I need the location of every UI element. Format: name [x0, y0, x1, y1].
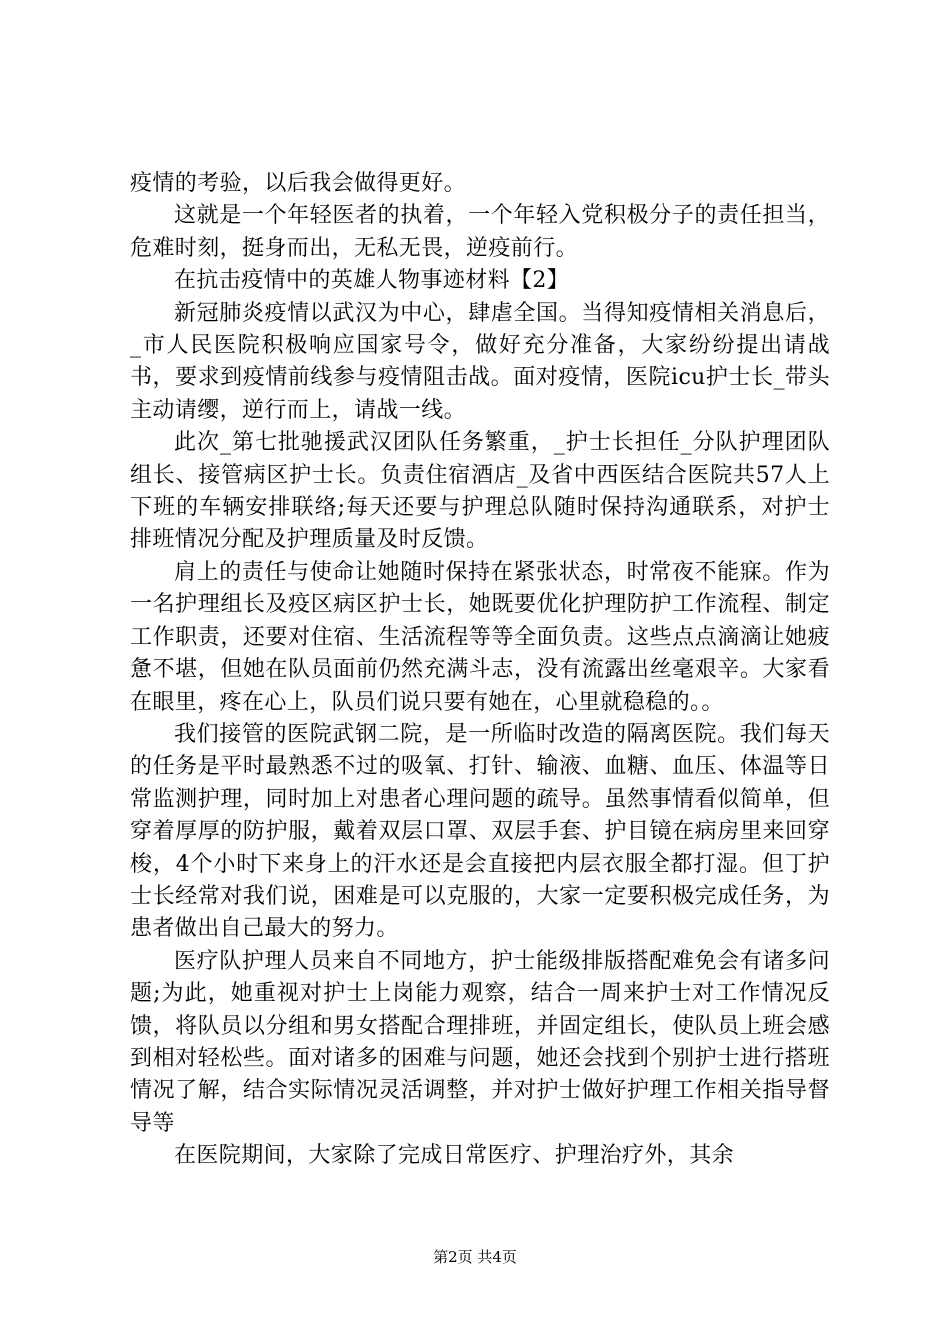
- page-footer: 第2页 共4页: [433, 1248, 517, 1266]
- paragraph: 医疗队护理人员来自不同地方，护士能级排版搭配难免会有诸多问题;为此，她重视对护士上岗能力观察，结合一周来护士对工作情况反馈，将队员以分组和男女搭配合理排班，并固定组长，使队员上班会感到相对轻松些。面对诸多的困难与问题，她还会找到个别护士进行搭班情况了解，结合实际情况灵活调整，并对护士做好护理工作相关指导督导等: [130, 948, 830, 1136]
- section-heading: 在抗击疫情中的英雄人物事迹材料【2】: [174, 268, 570, 294]
- paragraph: 此次_第七批驰援武汉团队任务繁重，_护士长担任_分队护理团队组长、接管病区护士长。负责住宿酒店_及省中西医结合医院共57人上下班的车辆安排联络;每天还要与护理总队随时保持沟通联系，对护士排班情况分配及护理质量及时反馈。: [130, 430, 830, 553]
- paragraph: 新冠肺炎疫情以武汉为中心，肆虐全国。当得知疫情相关消息后，_市人民医院积极响应国家号令，做好充分准备，大家纷纷提出请战书，要求到疫情前线参与疫情阻击战。面对疫情，医院icu护士长_带头主动请缨，逆行而上，请战一线。: [130, 300, 830, 423]
- paragraph: 在医院期间，大家除了完成日常医疗、护理治疗外，其余: [174, 1143, 735, 1169]
- paragraph: 肩上的责任与使命让她随时保持在紧张状态，时常夜不能寐。作为一名护理组长及疫区病区护士长，她既要优化护理防护工作流程、制定工作职责，还要对住宿、生活流程等等全面负责。这些点点滴滴让她疲惫不堪，但她在队员面前仍然充满斗志，没有流露出丝毫艰辛。大家看在眼里，疼在心上，队员们说只要有她在，心里就稳稳的。。: [130, 559, 830, 715]
- document-body: [130, 168, 830, 1173]
- paragraph: 这就是一个年轻医者的执着，一个年轻入党积极分子的责任担当，危难时刻，挺身而出，无私无畏，逆疫前行。: [130, 203, 830, 261]
- paragraph-continuation: 疫情的考验，以后我会做得更好。: [130, 171, 467, 196]
- paragraph: 我们接管的医院武钢二院，是一所临时改造的隔离医院。我们每天的任务是平时最熟悉不过的吸氧、打针、输液、血糖、血压、体温等日常监测护理，同时加上对患者心理问题的疏导。虽然事情看似简单，但穿着厚厚的防护服，戴着双层口罩、双层手套、护目镜在病房里来回穿梭，4个小时下来身上的汗水还是会直接把内层衣服全都打湿。但丁护士长经常对我们说，困难是可以克服的，大家一定要积极完成任务，为患者做出自己最大的努力。: [130, 721, 830, 942]
